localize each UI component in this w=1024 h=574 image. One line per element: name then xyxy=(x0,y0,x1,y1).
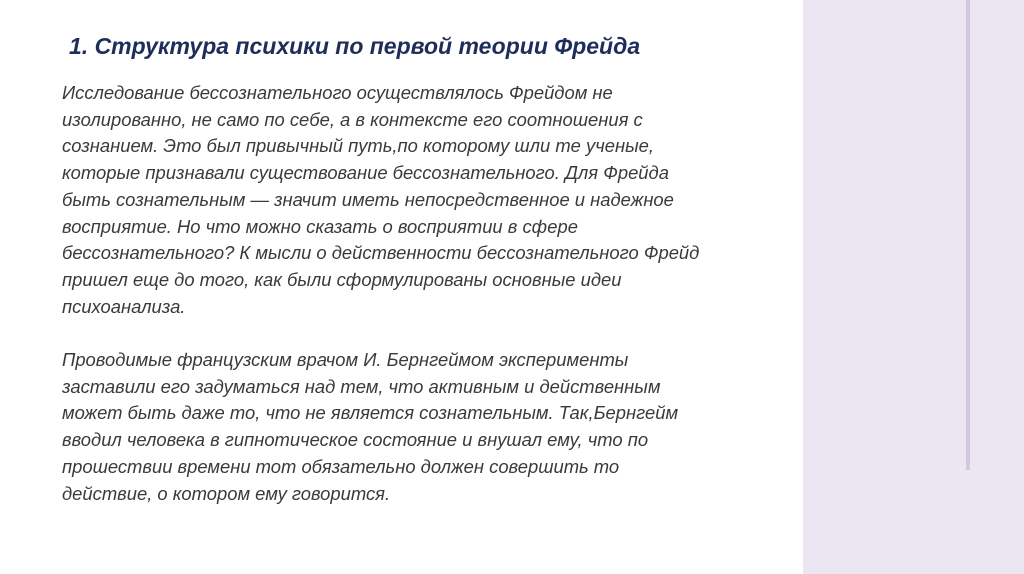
text-line: действие, о котором ему говорится. xyxy=(62,482,391,504)
paragraph-2 xyxy=(62,347,797,507)
text-line: пришел еще до того, как были сформулированы основные идеи xyxy=(62,268,622,290)
text-line: прошествии времени тот обязательно должен совершить то xyxy=(62,455,620,477)
slide-title: 1. Структура психики по первой теории Фрейда xyxy=(69,33,641,59)
text-line: психоанализа. xyxy=(62,295,186,317)
text-line: Проводимые французским врачом И. Бернгеймом эксперименты xyxy=(62,349,629,371)
text-line: которые признавали существование бессознательного. Для Фрейда xyxy=(62,162,669,184)
text-line: быть сознательным — значит иметь непосредственное и надежное xyxy=(62,188,674,210)
text-line: изолированно, не само по себе, а в контексте его соотношения с xyxy=(62,108,643,130)
text-line: восприятие. Но что можно сказать о восприятии в сфере xyxy=(62,215,578,237)
slide-body xyxy=(62,80,797,507)
side-panel xyxy=(803,0,1024,574)
text-line: может быть даже то, что не является сознательным. Так,Бернгейм xyxy=(62,402,679,424)
side-divider-line xyxy=(966,0,970,470)
text-line: заставили его задуматься над тем, что активным и действенным xyxy=(62,375,661,397)
text-line: сознанием. Это был привычный путь,по которому шли те ученые, xyxy=(62,135,654,157)
paragraph-gap xyxy=(62,320,797,347)
paragraph-1 xyxy=(62,80,797,320)
text-line: Исследование бессознательного осуществлялось Фрейдом не xyxy=(62,82,613,103)
text-line: вводил человека в гипнотическое состояние и внушал ему, что по xyxy=(62,429,649,451)
text-line: бессознательного? К мысли о действенности бессознательного Фрейд xyxy=(62,242,700,264)
